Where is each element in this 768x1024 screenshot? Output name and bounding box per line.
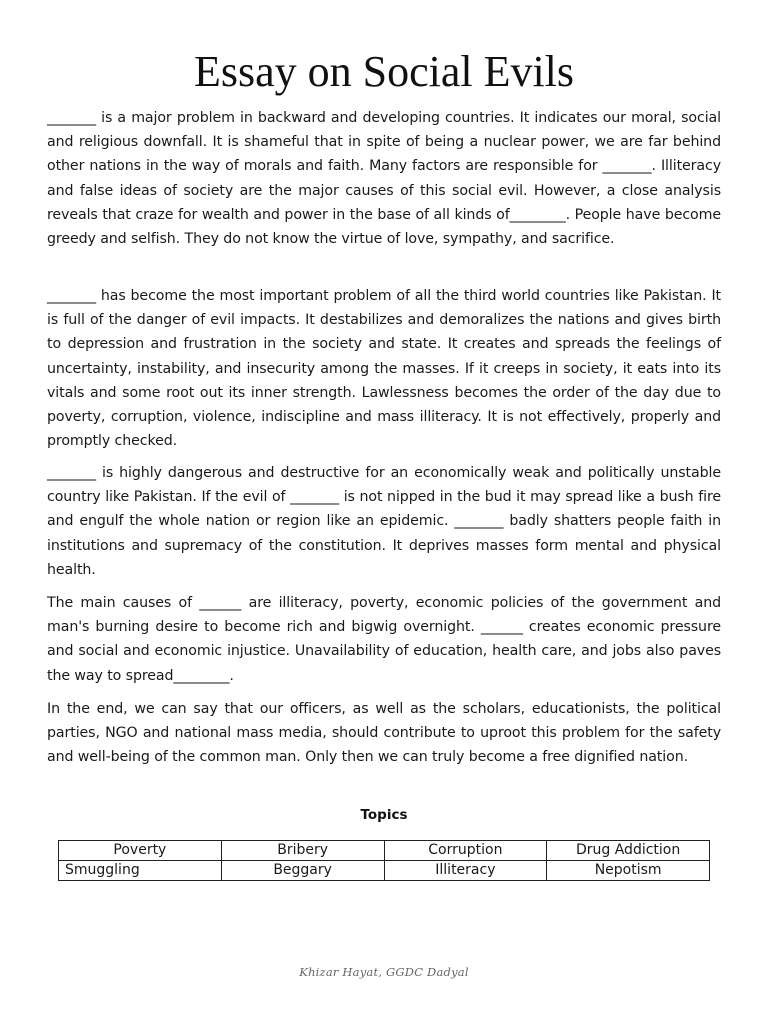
topic-cell: Nepotism (547, 861, 710, 881)
topic-cell: Poverty (59, 841, 222, 861)
topic-cell: Illiteracy (384, 861, 547, 881)
topics-row (59, 861, 710, 881)
essay-paragraph-1: _______ is a major problem in backward and developing countries. It indicates our moral, social and religious downfall. It is shameful that in spite of being a nuclear power, we are far behind other nations in the way of morals and faith. Many factors are responsible for _______. Illiteracy and false ideas of society are the major causes of this social evil. However, a close analysis reveals that craze for wealth and power in the base of all kinds of________. People have become greedy and selfish. They do not know the virtue of love, sympathy, and sacrifice. (47, 110, 721, 248)
topics-heading: Topics (360, 807, 408, 823)
topics-table (58, 840, 710, 881)
topic-cell: Beggary (221, 861, 384, 881)
topic-cell: Corruption (384, 841, 547, 861)
topics-row (59, 841, 710, 861)
topic-cell: Smuggling (59, 861, 222, 881)
topic-cell: Bribery (221, 841, 384, 861)
topic-cell: Drug Addiction (547, 841, 710, 861)
essay-paragraph-2: _______ has become the most important problem of all the third world countries like Pakistan. It is full of the danger of evil impacts. It destabilizes and demoralizes the nations and gives birth to depression and frustration in the society and state. It creates and spreads the feelings of uncertainty, instability, and insecurity among the masses. If it creeps in society, it eats into its vitals and some root out its inner strength. Lawlessness becomes the order of the day due to poverty, corruption, violence, indiscipline and mass illiteracy. It is not effectively, properly and promptly checked. (47, 288, 721, 450)
essay-paragraph-3: _______ is highly dangerous and destructive for an economically weak and politically unstable country like Pakistan. If the evil of _______ is not nipped in the bud it may spread like a bush fire and engulf the whole nation or region like an epidemic. _______ badly shatters people faith in institutions and supremacy of the constitution. It deprives masses form mental and physical health. (47, 465, 721, 578)
author-footer: Khizar Hayat, GGDC Dadyal (299, 965, 469, 979)
essay-paragraph-4: The main causes of ______ are illiteracy, poverty, economic policies of the government and man's burning desire to become rich and bigwig overnight. ______ creates economic pressure and social and economic injustice. Unavailability of education, health care, and jobs also paves the way to spread________. (47, 595, 721, 684)
essay-paragraph-5: In the end, we can say that our officers, as well as the scholars, educationists, the political parties, NGO and national mass media, should contribute to uproot this problem for the safety and well-being of the common man. Only then we can truly become a free dignified nation. (47, 701, 721, 766)
essay-title: Essay on Social Evils (193, 47, 575, 96)
